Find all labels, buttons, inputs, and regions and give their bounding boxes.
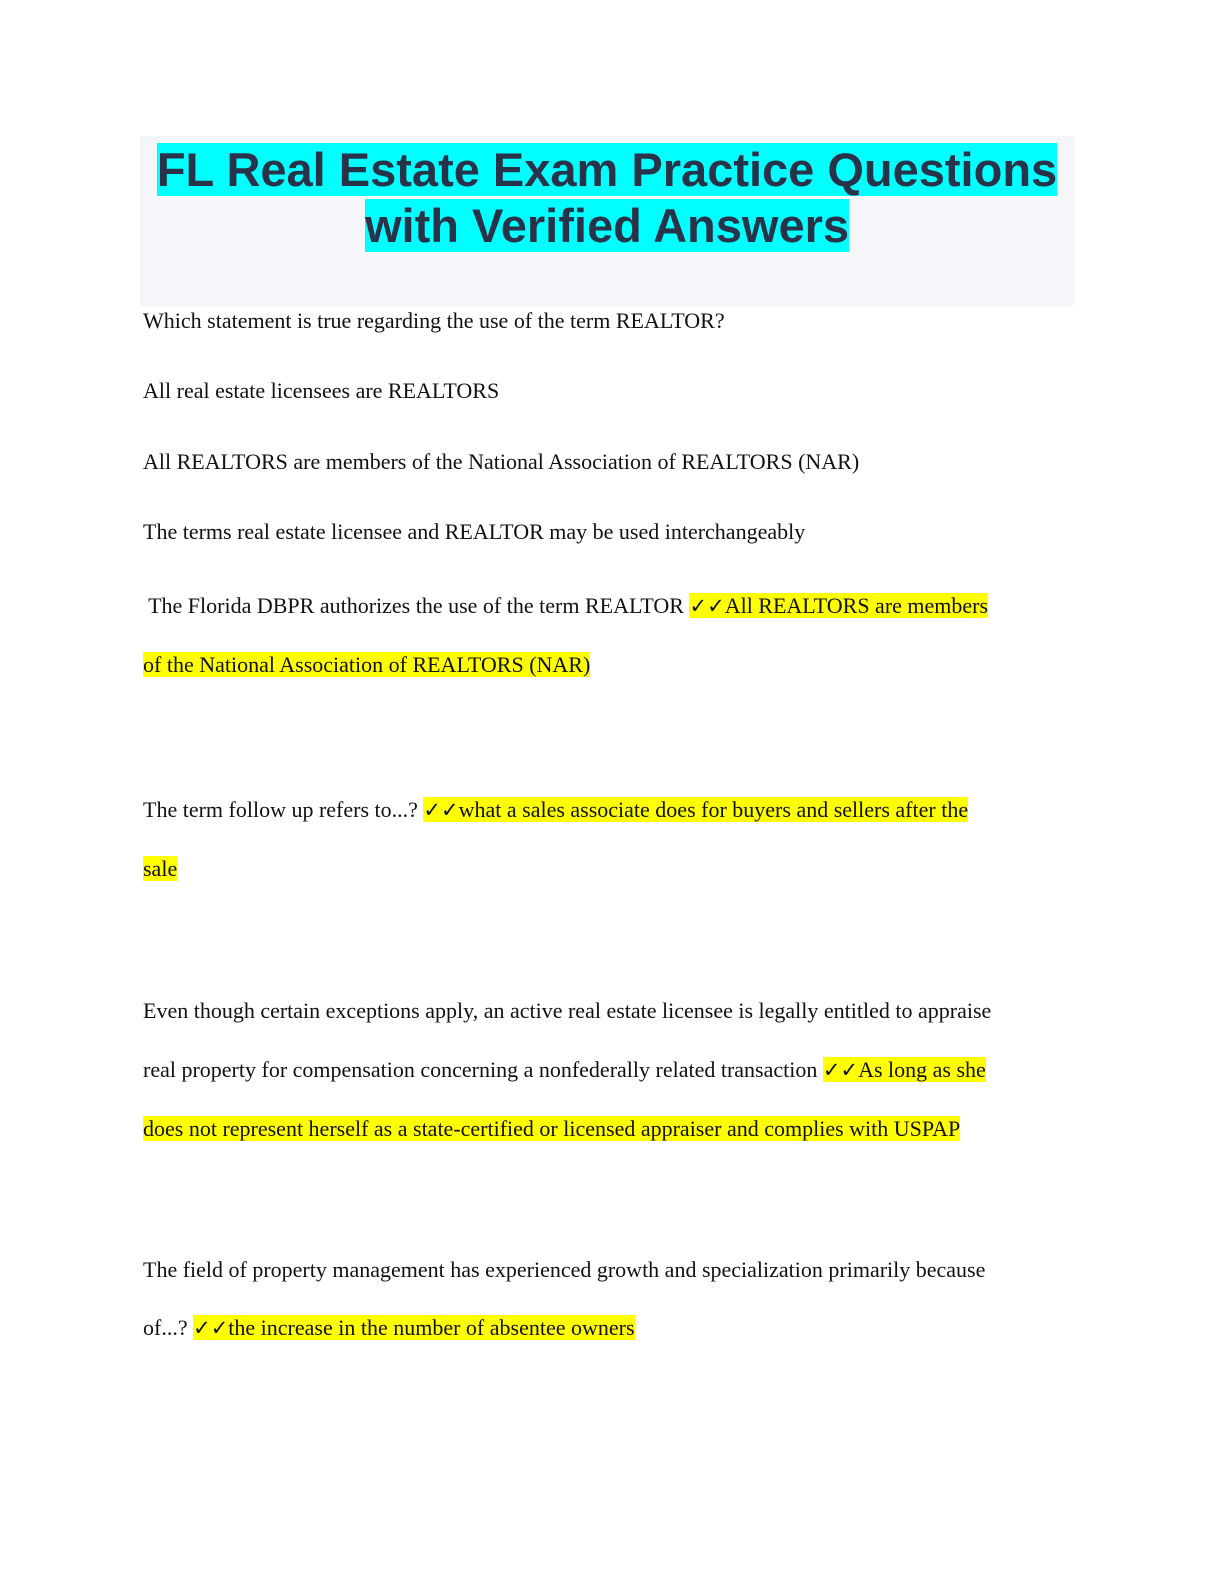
check-icon: ✓✓ <box>423 798 459 822</box>
q2-question-text: The term follow up refers to...? <box>143 797 424 822</box>
q4-question-line-2 <box>143 1314 635 1342</box>
q2-answer-highlight <box>423 797 968 822</box>
q3-answer-text-2: does not represent herself as a state-certified or licensed appraiser and complies with USPAP <box>143 1116 961 1141</box>
q4-answer-text-1: the increase in the number of absentee owners <box>228 1315 635 1340</box>
check-icon: ✓✓ <box>822 1058 859 1082</box>
q1-option-b-text: All REALTORS are members of the National Association of REALTORS (NAR) <box>143 449 860 474</box>
check-icon: ✓✓ <box>689 594 725 618</box>
q1-question <box>143 307 725 335</box>
q1-option-d-text: The Florida DBPR authorizes the use of the term REALTOR <box>143 593 690 618</box>
q3-answer-highlight <box>823 1057 986 1082</box>
q4-question-line-1 <box>143 1256 985 1284</box>
q2-answer-text-1: what a sales associate does for buyers and sellers after the <box>458 797 969 822</box>
q4-question-text-1: The field of property management has experienced growth and specialization primarily because <box>143 1257 986 1282</box>
q3-question-line-2 <box>143 1056 986 1084</box>
q1-option-a-text: All real estate licensees are REALTORS <box>143 378 500 403</box>
q1-option-c-text: The terms real estate licensee and REALTOR may be used interchangeably <box>143 519 806 544</box>
q1-option-c <box>143 518 805 546</box>
q3-question-text-2: real property for compensation concerning a nonfederally related transaction <box>143 1057 823 1082</box>
check-icon: ✓✓ <box>193 1316 229 1340</box>
q1-answer-text-2: of the National Association of REALTORS (NAR) <box>143 652 591 677</box>
title-line-2: with Verified Answers <box>364 199 850 252</box>
q1-option-d <box>143 592 988 620</box>
q1-option-b <box>143 448 859 476</box>
q4-question-text-2: of...? <box>143 1315 194 1340</box>
q3-question-text-1: Even though certain exceptions apply, an active real estate licensee is legally entitled to appraise <box>143 998 992 1023</box>
q2-answer-line-2 <box>143 855 177 883</box>
document-title <box>140 136 1074 254</box>
q1-answer-text-1: All REALTORS are members <box>724 593 989 618</box>
q3-answer-line-2 <box>143 1115 960 1143</box>
q2-question <box>143 796 968 824</box>
q1-question-text: Which statement is true regarding the use of the term REALTOR? <box>143 308 725 333</box>
q1-answer-line-2 <box>143 651 590 679</box>
q3-answer-text-1: As long as she <box>858 1057 986 1082</box>
q3-question-line-1 <box>143 997 991 1025</box>
q1-answer-highlight <box>689 593 988 618</box>
title-box <box>140 136 1074 306</box>
q4-answer-highlight <box>193 1315 634 1340</box>
q2-answer-text-2: sale <box>143 856 178 881</box>
q1-option-a <box>143 377 499 405</box>
title-line-1: FL Real Estate Exam Practice Questions <box>156 143 1058 196</box>
